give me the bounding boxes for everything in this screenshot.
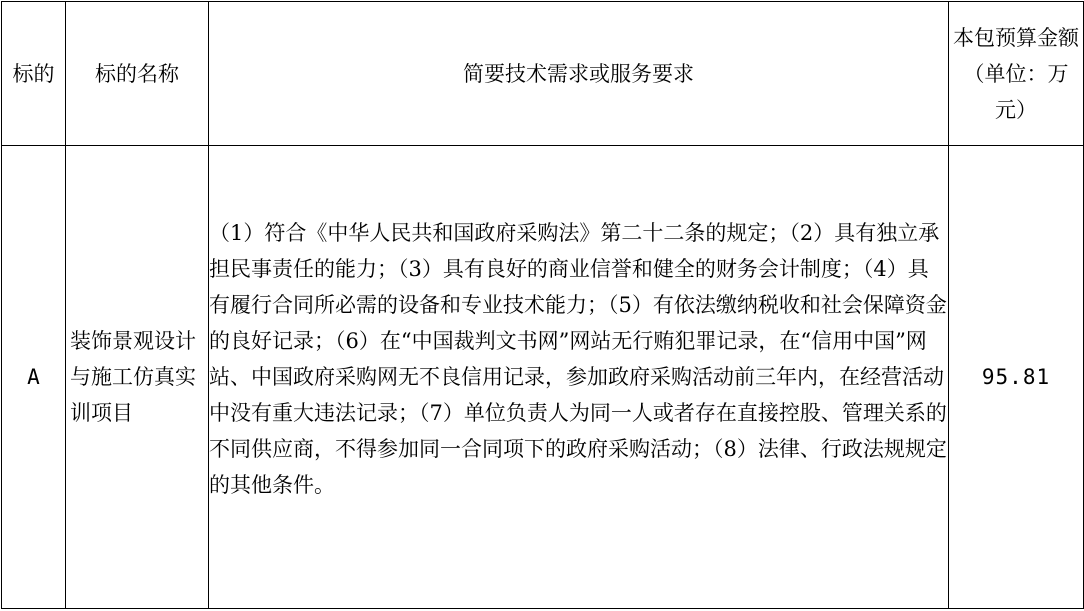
header-item-name: 标的名称 bbox=[66, 2, 209, 146]
procurement-table bbox=[1, 1, 1084, 609]
cell-budget: 95.81 bbox=[949, 146, 1084, 609]
cell-item-name-wrap bbox=[66, 146, 209, 609]
cell-item-name: 装饰景观设计与施工仿真实训项目 bbox=[70, 329, 196, 425]
header-requirements: 简要技术需求或服务要求 bbox=[209, 2, 949, 146]
cell-item-code: A bbox=[2, 146, 66, 609]
header-item: 标的 bbox=[2, 2, 66, 146]
table-header-row bbox=[2, 2, 1084, 146]
cell-requirements-wrap bbox=[209, 146, 949, 609]
cell-requirements: （1）符合《中华人民共和国政府采购法》第二十二条的规定；（2）具有独立承担民事责任的能力；（3）具有良好的商业信誉和健全的财务会计制度；（4）具有履行合同所必需的设备和专业技术能力；（5）有依法缴纳税收和社会保障资金的良好记录；（6）在“中国裁判文书网”网站无行贿犯罪记录，在“信用中国”网站、中国政府采购网无不良信用记录，参加政府采购活动前三年内，在经营活动中没有重大违法记录；（7）单位负责人为同一人或者存在直接控股、管理关系的不同供应商，不得参加同一合同项下的政府采购活动；（8）法律、行政法规规定的其他条件。 bbox=[209, 221, 947, 497]
header-budget: 本包预算金额（单位：万元） bbox=[949, 2, 1084, 146]
table-row bbox=[2, 146, 1084, 609]
